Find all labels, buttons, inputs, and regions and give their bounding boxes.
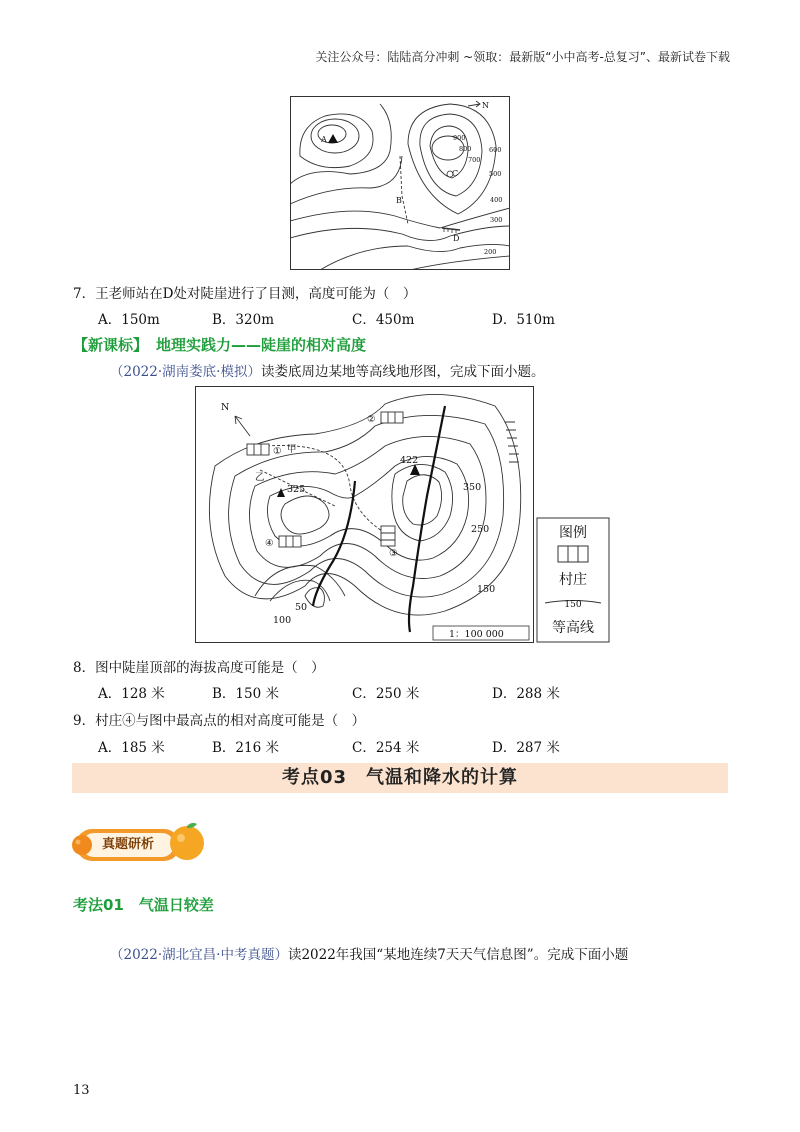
question-7-option-c[interactable]: C．450m — [352, 312, 415, 328]
map2-peak-325: 325 — [287, 484, 306, 495]
topic-banner — [72, 763, 728, 793]
map1-label-a: A — [321, 135, 327, 144]
question-9-option-a[interactable]: A．185 米 — [98, 740, 165, 756]
topic-banner-title: 考点03 气温和降水的计算 — [281, 767, 519, 788]
map2-village-2: ② — [367, 414, 376, 425]
contour-map-2 — [195, 386, 610, 644]
map2-contour-50: 50 — [295, 602, 308, 613]
map1-label-b: B — [396, 196, 402, 205]
map2-village-1: ① — [273, 446, 282, 457]
source-line-1 — [110, 360, 544, 380]
map1-contour-500: 500 — [489, 170, 502, 178]
question-7-option-d[interactable]: D．510m — [492, 312, 555, 328]
map1-contour-200: 200 — [484, 248, 497, 256]
source-tag-2: （2022·湖北宜昌·中考真题） — [110, 947, 288, 963]
method-heading: 考法01 气温日较差 — [73, 896, 214, 914]
source-tag: （2022·湖南娄底·模拟） — [110, 364, 261, 380]
question-8-stem: 8．图中陡崖顶部的海拔高度可能是（ ） — [73, 660, 325, 676]
map2-contour-250: 250 — [471, 524, 490, 535]
question-7-stem: 7．王老师站在D处对陡崖进行了目测，高度可能为（ ） — [73, 286, 417, 302]
legend-contour-label: 等高线 — [552, 620, 594, 636]
map2-scale: 1：100 000 — [449, 629, 504, 640]
map1-contour-600: 600 — [489, 146, 502, 154]
map1-contour-700: 700 — [468, 156, 481, 164]
question-8-option-a[interactable]: A．128 米 — [98, 686, 165, 702]
question-9-option-c[interactable]: C．254 米 — [352, 740, 420, 756]
map1-label-c: C — [452, 169, 459, 178]
question-9-option-d[interactable]: D．287 米 — [492, 740, 560, 756]
map2-contour-100: 100 — [273, 615, 292, 626]
question-8-option-b[interactable]: B．150 米 — [212, 686, 279, 702]
map2-village-4: ④ — [265, 538, 274, 549]
section-heading — [73, 334, 366, 355]
map1-contour-800: 800 — [459, 145, 472, 153]
map1-label-d: D — [453, 234, 460, 243]
map2-peak-422: 422 — [400, 455, 419, 466]
map2-contour-150: 150 — [477, 584, 496, 595]
section-badge-label: 真题研析 — [82, 833, 174, 857]
map2-contour-350: 350 — [463, 482, 482, 493]
orange-small-icon — [70, 832, 94, 856]
contour-map-1 — [290, 96, 510, 270]
legend-contour-value: 150 — [564, 600, 582, 610]
section-tag: 【新课标】 — [73, 336, 149, 354]
question-8-option-d[interactable]: D．288 米 — [492, 686, 560, 702]
map2-north-label: N — [221, 402, 230, 413]
source-text-2: 读2022年我国“某地连续7天天气信息图”。完成下面小题 — [287, 947, 629, 963]
map1-contour-400: 400 — [490, 196, 503, 204]
orange-icon — [166, 820, 208, 862]
legend-title: 图例 — [559, 525, 587, 541]
page-header: 关注公众号：陆陆高分冲刺 ~领取：最新版“小中高考-总复习”、最新试卷下载 — [315, 50, 730, 64]
map1-label-n: N — [482, 101, 489, 110]
question-7-option-b[interactable]: B．320m — [212, 312, 274, 328]
source-text: 读娄底周边某地等高线地形图，完成下面小题。 — [260, 364, 545, 380]
source-line-2 — [110, 943, 628, 963]
map1-contour-900: 900 — [453, 134, 466, 142]
legend-village-label: 村庄 — [559, 572, 587, 588]
page-number: 13 — [73, 1083, 90, 1098]
map1-contour-300: 300 — [490, 216, 503, 224]
question-9-option-b[interactable]: B．216 米 — [212, 740, 279, 756]
question-7-option-a[interactable]: A．150m — [98, 312, 160, 328]
question-9-stem: 9．村庄④与图中最高点的相对高度可能是（ ） — [73, 713, 366, 729]
map2-label-jia: 甲 — [287, 444, 297, 455]
section-title: 地理实践力——陡崖的相对高度 — [156, 336, 367, 354]
map2-label-yi: 乙 — [255, 472, 265, 483]
map2-village-3: ③ — [389, 548, 398, 559]
question-8-option-c[interactable]: C．250 米 — [352, 686, 420, 702]
